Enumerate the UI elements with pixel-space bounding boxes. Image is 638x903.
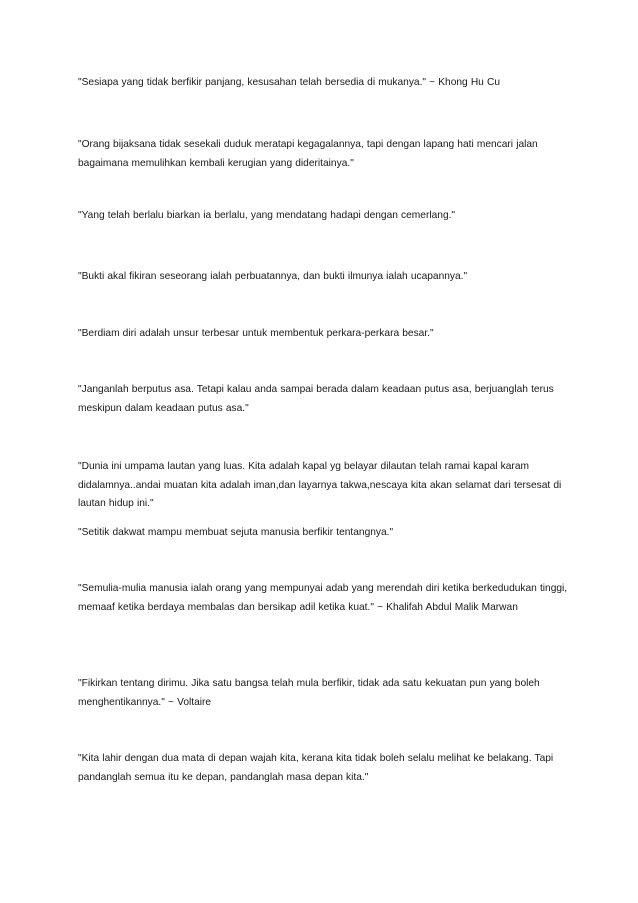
quote-2-orang-bijaksana: "Orang bijaksana tidak sesekali duduk meratapi kegagalannya, tapi dengan lapang hati mencari jalan bagaimana memulihkan kembali kerugian yang dideritainya." <box>78 139 538 169</box>
quote-11-kita-lahir: "Kita lahir dengan dua mata di depan wajah kita, kerana kita tidak boleh selalu melihat ke belakang. Tapi pandanglah semua itu ke depan, pandanglah masa depan kita." <box>78 753 554 783</box>
quote-7-dunia-ini-umpama: "Dunia ini umpama lautan yang luas. Kita adalah kapal yg belayar dilautan telah ramai kapal karam didalamnya..andai muatan kita adalah iman,dan layarnya takwa,nescaya kita akan selamat dari tersesat di lautan hidup ini." <box>78 461 562 509</box>
quote-1-khong-hu-cu: "Sesiapa yang tidak berfikir panjang, kesusahan telah bersedia di mukanya." ~ Khong Hu Cu <box>78 77 501 88</box>
quote-6-janganlah-berputus-asa: "Janganlah berputus asa. Tetapi kalau anda sampai berada dalam keadaan putus asa, berjuanglah terus meskipun dalam keadaan putus asa." <box>78 384 554 414</box>
quote-9-semulia-mulia: "Semulia-mulia manusia ialah orang yang mempunyai adab yang merendah diri ketika berkedudukan tinggi, memaaf ketika berdaya membalas dan bersikap adil ketika kuat." ~ Khalifah Abdul Malik Marwan <box>78 583 568 613</box>
quote-4-bukti-akal: "Bukti akal fikiran seseorang ialah perbuatannya, dan bukti ilmunya ialah ucapannya." <box>78 271 468 282</box>
quote-10-voltaire: "Fikirkan tentang dirimu. Jika satu bangsa telah mula berfikir, tidak ada satu kekuatan pun yang boleh menghentikannya." ~ Voltaire <box>78 678 540 708</box>
quote-3-yang-telah-berlalu: "Yang telah berlalu biarkan ia berlalu, yang mendatang hadapi dengan cemerlang." <box>78 210 456 221</box>
quote-8-setitik-dakwat: "Setitik dakwat mampu membuat sejuta manusia berfikir tentangnya." <box>78 527 394 538</box>
quote-5-berdiam-diri: "Berdiam diri adalah unsur terbesar untuk membentuk perkara-perkara besar." <box>78 328 434 339</box>
